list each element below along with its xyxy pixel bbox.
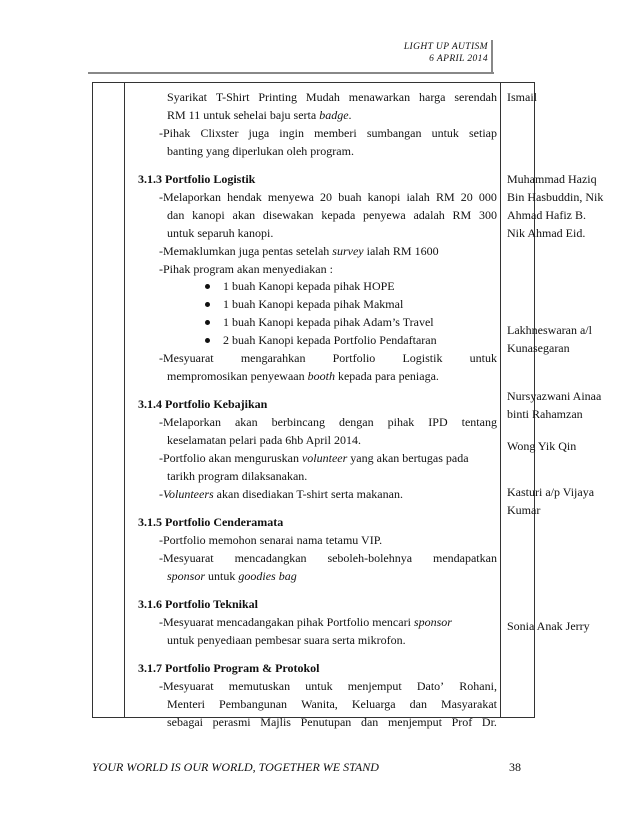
- bullet-icon: [205, 284, 210, 289]
- responsible-name: binti Rahamzan: [507, 407, 583, 421]
- responsible-name: Lakhneswaran a/l: [507, 323, 592, 337]
- header-divider-horizontal: [88, 72, 494, 74]
- text-line: RM 11 untuk sehelai baju serta badge.: [167, 108, 352, 122]
- footer-motto: YOUR WORLD IS OUR WORLD, TOGETHER WE STAND: [92, 760, 379, 774]
- text-line: untuk separuh kanopi.: [167, 226, 274, 240]
- section-heading: 3.1.3 Portfolio Logistik: [138, 172, 256, 186]
- text-line: -Melaporkan hendak menyewa 20 buah kanopi ialah RM 20 000: [159, 190, 497, 204]
- text-line: Syarikat T-Shirt Printing Mudah menawarkan harga serendah: [167, 90, 497, 104]
- header-divider-vertical: [491, 40, 493, 72]
- text-line: -Melaporkan akan berbincang dengan pihak IPD tentang: [159, 415, 497, 429]
- responsible-name: Muhammad Haziq: [507, 172, 597, 186]
- discussion-column: [125, 83, 509, 729]
- section-heading: 3.1.5 Portfolio Cenderamata: [138, 515, 284, 529]
- section-heading: 3.1.4 Portfolio Kebajikan: [138, 397, 268, 411]
- text-line: -Mesyuarat mencadangakan pihak Portfolio mencari sponsor: [159, 615, 452, 629]
- responsible-name: Ismail: [507, 90, 537, 104]
- responsible-name: Sonia Anak Jerry: [507, 619, 590, 633]
- text-line: -Volunteers akan disediakan T-shirt serta makanan.: [159, 487, 403, 501]
- text-line: -Mesyuarat mencadangkan seboleh-bolehnya mendapatkan: [159, 551, 497, 565]
- responsible-column: [507, 83, 635, 717]
- bullet-icon: [205, 302, 210, 307]
- page-number: 38: [509, 760, 521, 774]
- text-line: tarikh program dilaksanakan.: [167, 469, 308, 483]
- text-line: dan kanopi akan disewakan kepada penyewa adalah RM 300: [167, 208, 497, 222]
- minutes-table: [92, 82, 604, 729]
- bullet-icon: [205, 320, 210, 325]
- responsible-name: Kumar: [507, 503, 541, 517]
- text-line: -Portfolio memohon senarai nama tetamu VIP.: [159, 533, 383, 547]
- section-heading: 3.1.6 Portfolio Teknikal: [138, 597, 259, 611]
- text-line: sponsor untuk goodies bag: [167, 569, 297, 583]
- section-heading: 3.1.7 Portfolio Program & Protokol: [138, 661, 320, 675]
- responsible-name: Ahmad Hafiz B.: [507, 208, 586, 222]
- text-line: -Pihak Clixster juga ingin memberi sumbangan untuk setiap: [159, 126, 497, 140]
- bullet-item: 1 buah Kanopi kepada pihak Adam’s Travel: [205, 315, 434, 329]
- text-line: -Memaklumkan juga pentas setelah survey ialah RM 1600: [159, 244, 439, 258]
- header-title: LIGHT UP AUTISM: [403, 42, 488, 52]
- bullet-icon: [205, 338, 210, 343]
- responsible-name: Nursyazwani Ainaa: [507, 389, 602, 403]
- text-line: sebagai perasmi Majlis Penutupan dan menjemput Prof Dr.: [167, 715, 497, 729]
- responsible-name: Kunasegaran: [507, 341, 570, 355]
- bullet-item: 1 buah Kanopi kepada pihak Makmal: [205, 297, 403, 311]
- text-line: Menteri Pembangunan Wanita, Keluarga dan Masyarakat: [167, 697, 497, 711]
- header-date: 6 APRIL 2014: [429, 54, 488, 64]
- bullet-item: 2 buah Kanopi kepada Portfolio Pendaftaran: [205, 333, 437, 347]
- responsible-name: Bin Hasbuddin, Nik: [507, 190, 604, 204]
- text-line: keselamatan pelari pada 6hb April 2014.: [167, 433, 361, 447]
- text-line: banting yang diperlukan oleh program.: [167, 144, 354, 158]
- running-header: [404, 41, 488, 65]
- responsible-name: Nik Ahmad Eid.: [507, 226, 586, 240]
- responsible-name: Wong Yik Qin: [507, 439, 577, 453]
- text-line: -Mesyuarat memutuskan untuk menjemput Dato’ Rohani,: [159, 679, 497, 693]
- text-line: -Pihak program akan menyediakan :: [159, 262, 333, 276]
- text-line: -Portfolio akan menguruskan volunteer yang akan bertugas pada: [159, 451, 469, 465]
- responsible-name: Kasturi a/p Vijaya: [507, 485, 595, 499]
- text-line: untuk penyediaan pembesar suara serta mikrofon.: [167, 633, 406, 647]
- text-line: mempromosikan penyewaan booth kepada para peniaga.: [167, 369, 439, 383]
- text-line: -Mesyuarat mengarahkan Portfolio Logistik untuk: [159, 351, 497, 365]
- bullet-item: 1 buah Kanopi kepada pihak HOPE: [205, 279, 395, 293]
